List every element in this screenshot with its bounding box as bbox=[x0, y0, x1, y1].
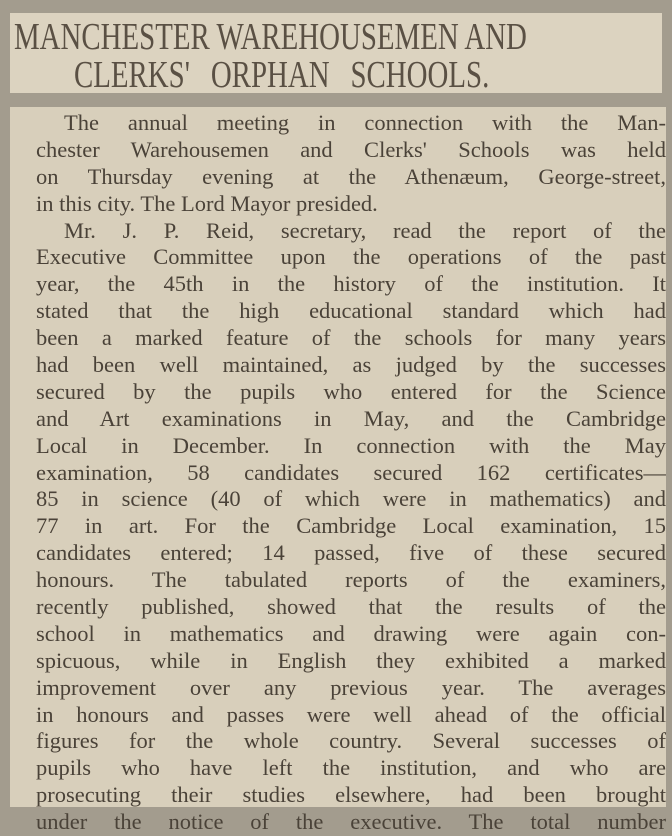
article-line: 77 in art. For the Cambridge Local examination, 15 bbox=[36, 513, 666, 539]
article-line: Local in December. In connection with the May bbox=[36, 432, 666, 458]
article-line: stated that the high educational standard which had bbox=[36, 298, 666, 324]
article-line: figures for the whole country. Several successes of bbox=[36, 728, 666, 754]
article-body bbox=[10, 107, 666, 835]
article-line: on Thursday evening at the Athenæum, George-street, bbox=[36, 163, 666, 189]
headline-line-2: CLERKS' ORPHAN SCHOOLS. bbox=[74, 54, 490, 96]
article-line: improvement over any previous year. The averages bbox=[36, 674, 666, 700]
article-line: The annual meeting in connection with the Man- bbox=[64, 110, 666, 135]
article-line: examination, 58 candidates secured 162 certificates— bbox=[36, 459, 666, 485]
article-line: secured by the pupils who entered for the Science bbox=[36, 378, 666, 404]
article-line: spicuous, while in English they exhibited a marked bbox=[36, 647, 666, 673]
article-line: 85 in science (40 of which were in mathematics) and bbox=[36, 486, 666, 512]
article-line: school in mathematics and drawing were again con- bbox=[36, 620, 666, 646]
article-line: Mr. J. P. Reid, secretary, read the report of the bbox=[64, 217, 666, 243]
headline-line-1: MANCHESTER WAREHOUSEMEN AND bbox=[14, 16, 527, 58]
article-line: and Art examinations in May, and the Cambridge bbox=[36, 405, 666, 431]
article-line: in this city. The Lord Mayor presided. bbox=[36, 190, 378, 216]
article-line: prosecuting their studies elsewhere, had been brought bbox=[36, 782, 666, 808]
article-line: had been well maintained, as judged by the successes bbox=[36, 352, 666, 378]
article-line: year, the 45th in the history of the institution. It bbox=[36, 271, 666, 297]
article-text bbox=[38, 110, 666, 836]
article-line: candidates entered; 14 passed, five of these secured bbox=[36, 540, 666, 566]
article-line: in honours and passes were well ahead of the official bbox=[36, 701, 666, 727]
article-line: recently published, showed that the results of the bbox=[36, 594, 666, 620]
article-line: under the notice of the executive. The total number bbox=[36, 809, 666, 835]
article-line: Executive Committee upon the operations of the past bbox=[36, 244, 666, 270]
article-line: been a marked feature of the schools for many years bbox=[36, 325, 666, 351]
headline-box bbox=[10, 13, 662, 96]
article-line: chester Warehousemen and Clerks' Schools was held bbox=[36, 136, 666, 162]
article-line: pupils who have left the institution, and who are bbox=[36, 755, 666, 781]
article-line: honours. The tabulated reports of the examiners, bbox=[36, 567, 666, 593]
